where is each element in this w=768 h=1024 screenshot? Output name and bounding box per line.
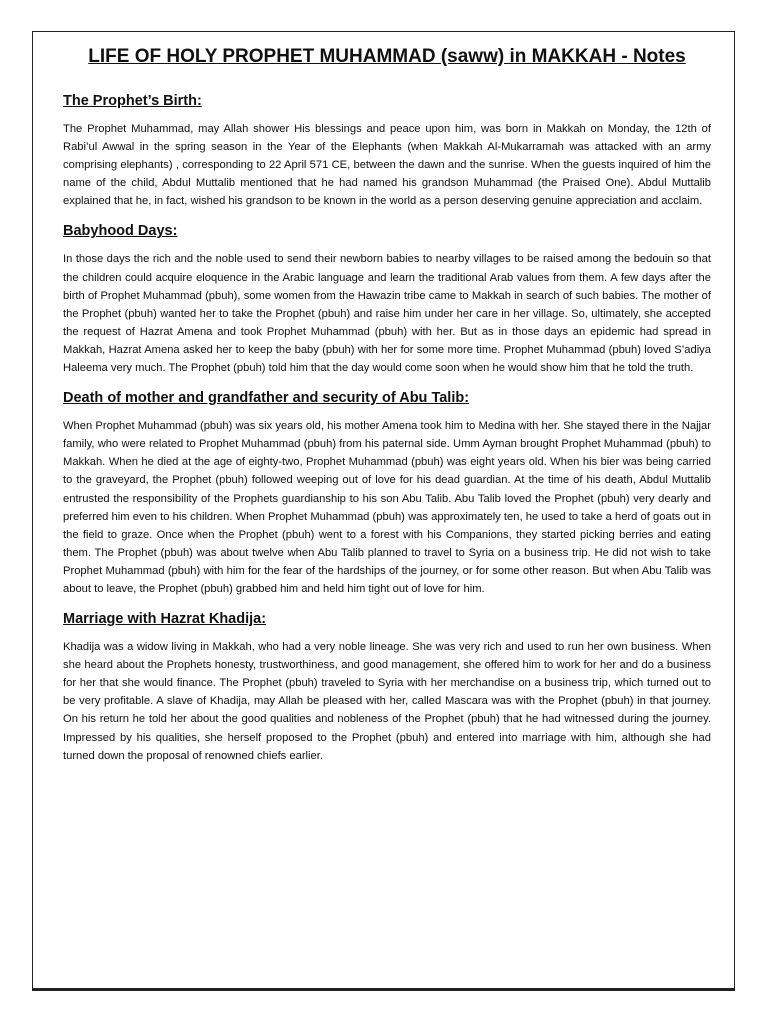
section-death-and-abu-talib [63, 387, 711, 598]
section-paragraph: When Prophet Muhammad (pbuh) was six years old, his mother Amena took him to Medina with her. She stayed there in the Najjar family, who were related to Prophet Muhammad (pbuh) from his paternal side. Umm Ayman brought Prophet Muhammad (pbuh) to Makkah. When he died at the age of eighty-two, Prophet Muhammad (pbuh) was eight years old. When his bier was being carried to the graveyard, the Prophet (pbuh) followed weeping out of love for his dead guardian. At the time of his death, Abdul Muttalib entrusted the responsibility of the Prophets guardianship to his son Abu Talib. Abu Talib loved the Prophet (pbuh) very dearly and preferred him even to his children. When Prophet Muhammad (pbuh) was approximately ten, he used to take a herd of goats out in the field to graze. Once when the Prophet (pbuh) went to a forest with his Companions, they started picking berries and eating them. The Prophet (pbuh) was about twelve when Abu Talib planned to travel to Syria on a business trip. He did not wish to take Prophet Muhammad (pbuh) with him for the fear of the hardships of the journey, or for some other reason. But when Abu Talib was about to leave, the Prophet (pbuh) grabbed him and held him tight out of love for him. [63, 420, 711, 595]
section-heading: Death of mother and grandfather and security of Abu Talib: [63, 390, 470, 407]
section-prophets-birth [63, 90, 711, 210]
section-paragraph: In those days the rich and the noble used to send their newborn babies to nearby villages to be raised among the bedouin so that the children could acquire eloquence in the Arabic language and learn the traditional Arab values from them. A few days after the birth of Prophet Muhammad (pbuh), some women from the Hawazin tribe came to Makkah in search of such babies. The mother of the Prophet (pbuh) wanted her to take the Prophet (pbuh) and raise him under her care in her village. So, ultimately, she accepted the request of Hazrat Amena and took Prophet Muhammad (pbuh) with her. But as in those days an epidemic had spread in Makkah, Hazrat Amena asked her to keep the baby (pbuh) with her for some more time. Prophet Muhammad (pbuh) loved S’adiya Haleema very much. The Prophet (pbuh) told him that the day would come soon when he would show him that he told the truth. [63, 253, 711, 375]
section-babyhood-days [63, 220, 711, 377]
document-content [63, 42, 711, 775]
section-heading: Marriage with Hazrat Khadija: [63, 611, 267, 628]
section-paragraph: The Prophet Muhammad, may Allah shower His blessings and peace upon him, was born in Makkah on Monday, the 12th of Rabi’ul Awwal in the spring season in the Year of the Elephants (when Makkah Al-Mukarramah was attacked with an army comprising elephants) , corresponding to 22 April 571 CE, between the dawn and the sunrise. When the guests inquired of him the name of the child, Abdul Muttalib mentioned that he had named his grandson Muhammad (the Praised One). Abdul Muttalib explained that he, in fact, wished his grandson to be known in the world as a person deserving genuine appreciation and acclaim. [63, 123, 711, 208]
document-title: LIFE OF HOLY PROPHET MUHAMMAD (saww) in MAKKAH - Notes [88, 46, 686, 67]
section-paragraph: Khadija was a widow living in Makkah, who had a very noble lineage. She was very rich and used to run her own business. When she heard about the Prophets honesty, trustworthiness, and good management, she offered him to work for her and do a business for her that she would finance. The Prophet (pbuh) traveled to Syria with her merchandise on a business trip, which turned out to be very profitable. A slave of Khadija, may Allah be pleased with her, called Mascara was with the Prophet (pbuh) in that journey. On his return he told her about the good qualities and nobleness of the Prophet (pbuh) that he had witnessed during the journey. Impressed by his qualities, she herself proposed to the Prophet (pbuh) and entered into marriage with him, although she had turned down the proposal of renowned chiefs earlier. [63, 641, 711, 762]
section-heading: Babyhood Days: [63, 223, 178, 240]
section-marriage-khadija [63, 608, 711, 765]
section-heading: The Prophet’s Birth: [63, 93, 202, 109]
